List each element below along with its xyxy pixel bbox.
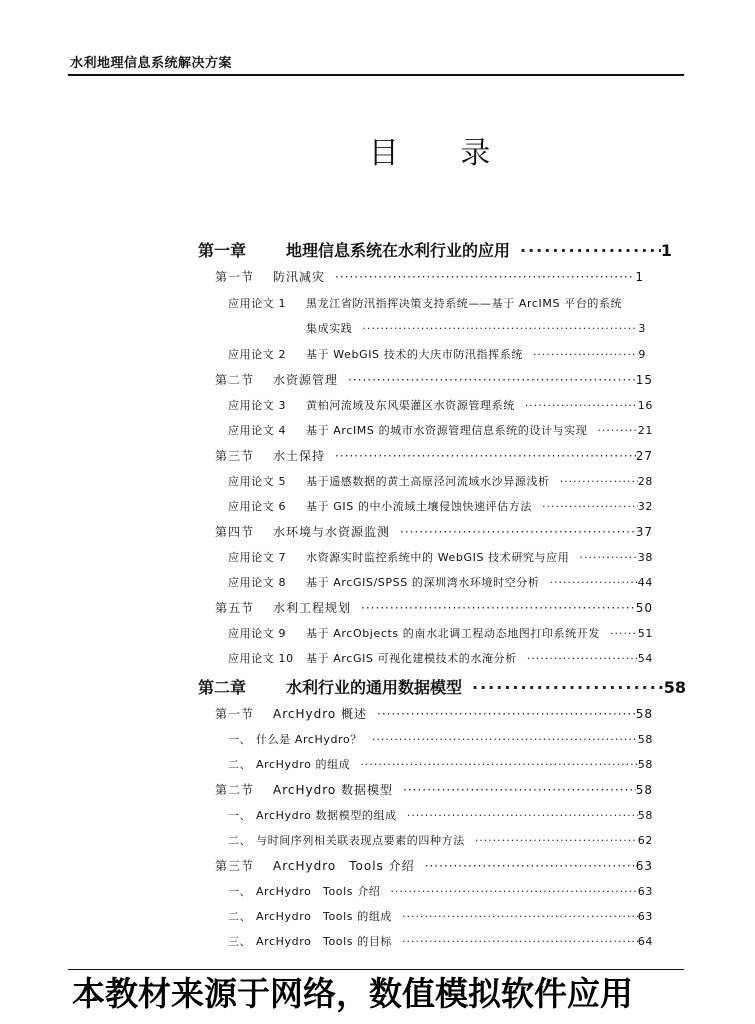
toc-leader-dots: [520, 241, 661, 260]
toc-page-number: 51: [637, 627, 653, 640]
toc-section-title: ArcHydro 数据模型: [273, 783, 394, 797]
toc-page-number: 28: [637, 475, 653, 488]
toc-paper-title: 基于 ArcGIS 可视化建模技术的水淹分析: [306, 652, 517, 665]
toc-section-label: 第二节: [215, 783, 255, 797]
page-title: 目 录: [368, 136, 517, 171]
toc-chapter-label: 第一章: [198, 241, 247, 260]
toc-subsection-entry[interactable]: [228, 883, 653, 899]
toc-section-entry[interactable]: [215, 705, 653, 722]
toc-paper-entry[interactable]: [228, 574, 653, 590]
toc-section-title: 水利工程规划: [273, 601, 352, 615]
toc-page-number: 58: [637, 758, 653, 771]
toc-leader-dots: [348, 373, 636, 387]
toc-paper-label: 应用论文 7: [228, 551, 287, 564]
toc-leader-dots: [425, 859, 636, 873]
toc-leader-dots: [390, 885, 637, 898]
toc-page-number: 50: [635, 601, 653, 615]
toc-paper-entry[interactable]: [228, 549, 653, 565]
toc-paper-title: 基于 ArcIMS 的城市水资源管理信息系统的设计与实现: [306, 424, 588, 437]
toc-chapter-title: 水利行业的通用数据模型: [286, 678, 463, 697]
toc-subsection-title: 什么是 ArcHydro？: [256, 733, 362, 746]
toc-paper-label: 应用论文 3: [228, 399, 287, 412]
toc-subsection-label: 一、: [228, 733, 252, 746]
toc-section-entry[interactable]: [215, 599, 653, 616]
toc-leader-dots: [362, 322, 638, 335]
toc-page-number: 62: [637, 834, 653, 847]
toc-page-number: 64: [637, 935, 653, 948]
toc-leader-dots: [560, 475, 638, 488]
toc-page-number: 32: [637, 500, 653, 513]
toc-paper-label: 应用论文 8: [228, 576, 287, 589]
toc-page-number: 37: [635, 525, 653, 539]
toc-leader-dots: [527, 652, 638, 665]
toc-chapter-entry[interactable]: [198, 675, 686, 698]
toc-subsection-title: ArcHydro 数据模型的组成: [256, 809, 397, 822]
toc-paper-label: 应用论文 5: [228, 475, 287, 488]
toc-section-title: ArcHydro 概述: [273, 707, 368, 721]
toc-subsection-title: ArcHydro Tools 介绍: [256, 885, 381, 898]
toc-leader-dots: [597, 424, 637, 437]
toc-leader-dots: [372, 733, 638, 746]
toc-leader-dots: [361, 601, 636, 615]
toc-page-number: 54: [637, 652, 653, 665]
toc-paper-title: 基于遥感数据的黄土高原泾河流域水沙异源浅析: [306, 475, 550, 488]
toc-page-number: 16: [637, 399, 653, 412]
toc-paper-entry[interactable]: [228, 422, 653, 438]
toc-paper-title: 黄柏河流域及东风渠灌区水资源管理系统: [306, 399, 515, 412]
toc-paper-entry[interactable]: [228, 625, 653, 641]
toc-subsection-entry[interactable]: [228, 731, 653, 747]
header-rule: [68, 74, 684, 76]
toc-page-number: 58: [637, 809, 653, 822]
toc-paper-entry[interactable]: [228, 346, 646, 362]
toc-subsection-label: 二、: [228, 834, 252, 847]
toc-paper-title: 基于 WebGIS 技术的大庆市防汛指挥系统: [306, 348, 523, 361]
toc-section-title: 水资源管理: [273, 373, 339, 387]
toc-section-label: 第一节: [215, 707, 255, 721]
toc-subsection-title: ArcHydro Tools 的组成: [256, 910, 393, 923]
toc-section-label: 第三节: [215, 449, 255, 463]
toc-section-title: ArcHydro Tools 介绍: [273, 859, 415, 873]
toc-leader-dots: [542, 500, 638, 513]
toc-page-number: 58: [637, 733, 653, 746]
toc-section-label: 第二节: [215, 373, 255, 387]
toc-paper-title: 基于 ArcGIS/SPSS 的深圳湾水环境时空分析: [306, 576, 540, 589]
toc-page-number: 3: [638, 322, 646, 335]
toc-leader-dots: [402, 935, 638, 948]
toc-subsection-entry[interactable]: [228, 832, 653, 848]
toc-section-title: 防汛减灾: [273, 270, 326, 284]
toc-page-number: 27: [635, 449, 653, 463]
toc-subsection-entry[interactable]: [228, 756, 653, 772]
toc-page-number: 9: [638, 348, 646, 361]
toc-page-number: 21: [637, 424, 653, 437]
toc-paper-label: 应用论文 6: [228, 500, 287, 513]
toc-subsection-title: ArcHydro 的组成: [256, 758, 351, 771]
toc-paper-entry[interactable]: [228, 397, 653, 413]
toc-section-label: 第一节: [215, 270, 255, 284]
toc-section-entry[interactable]: [215, 781, 653, 798]
toc-subsection-entry[interactable]: [228, 908, 653, 924]
toc-section-label: 第四节: [215, 525, 255, 539]
toc-paper-title: 水资源实时监控系统中的 WebGIS 技术研究与应用: [306, 551, 570, 564]
toc-page-number: 1: [660, 241, 672, 260]
toc-paper-entry[interactable]: [228, 295, 658, 311]
toc-page-number: 58: [635, 707, 653, 721]
toc-page-number: 1: [635, 270, 644, 284]
toc-subsection-entry[interactable]: [228, 933, 653, 949]
toc-page-number: 63: [637, 885, 653, 898]
toc-section-entry[interactable]: [215, 268, 644, 285]
toc-leader-dots: [335, 270, 635, 284]
running-header: 水利地理信息系统解决方案: [70, 56, 233, 71]
toc-subsection-entry[interactable]: [228, 807, 653, 823]
toc-leader-dots: [475, 834, 638, 847]
toc-paper-label: 应用论文 9: [228, 627, 287, 640]
toc-section-title: 水土保持: [273, 449, 326, 463]
toc-paper-title: 集成实践: [306, 322, 353, 335]
toc-page-number: 15: [635, 373, 653, 387]
toc-subsection-label: 二、: [228, 758, 252, 771]
toc-paper-entry[interactable]: [228, 650, 653, 666]
toc-paper-label: 应用论文 2: [228, 348, 287, 361]
toc-chapter-label: 第二章: [198, 678, 247, 697]
toc-subsection-label: 三、: [228, 935, 252, 948]
toc-leader-dots: [402, 910, 638, 923]
toc-subsection-label: 一、: [228, 885, 252, 898]
toc-leader-dots: [610, 627, 638, 640]
toc-leader-dots: [579, 551, 637, 564]
toc-paper-title: 基于 GIS 的中小流域土壤侵蚀快速评估方法: [306, 500, 532, 513]
toc-paper-label: 应用论文 10: [228, 652, 294, 665]
toc-section-entry[interactable]: [215, 857, 653, 874]
toc-paper-entry[interactable]: [228, 498, 653, 514]
toc-section-entry[interactable]: [215, 447, 653, 464]
toc-chapter-entry[interactable]: [198, 238, 672, 261]
toc-paper-title: 基于 ArcObjects 的南水北调工程动态地图打印系统开发: [306, 627, 601, 640]
watermark-banner: 本教材来源于网络，数值模拟软件应用: [72, 974, 633, 1013]
toc-leader-dots: [533, 348, 638, 361]
toc-page-number: 63: [637, 910, 653, 923]
toc-leader-dots: [525, 399, 638, 412]
toc-paper-entry[interactable]: [228, 473, 653, 489]
toc-subsection-label: 二、: [228, 910, 252, 923]
toc-section-title: 水环境与水资源监测: [273, 525, 391, 539]
toc-subsection-label: 一、: [228, 809, 252, 822]
toc-leader-dots: [549, 576, 637, 589]
toc-page-number: 58: [635, 783, 653, 797]
toc-subsection-title: ArcHydro Tools 的目标: [256, 935, 393, 948]
toc-chapter-title: 地理信息系统在水利行业的应用: [286, 241, 511, 260]
toc-leader-dots: [407, 809, 638, 822]
toc-leader-dots: [472, 678, 664, 697]
toc-leader-dots: [360, 758, 637, 771]
toc-leader-dots: [377, 707, 636, 721]
toc-subsection-title: 与时间序列相关联表现点要素的四种方法: [256, 834, 465, 847]
toc-page-number: 38: [637, 551, 653, 564]
toc-paper-label: 应用论文 1: [228, 297, 287, 310]
toc-section-label: 第五节: [215, 601, 255, 615]
toc-page-number: 44: [637, 576, 653, 589]
toc-page-number: 63: [635, 859, 653, 873]
toc-leader-dots: [335, 449, 636, 463]
toc-section-entry[interactable]: [215, 371, 653, 388]
toc-leader-dots: [400, 525, 636, 539]
toc-section-entry[interactable]: [215, 523, 653, 540]
toc-paper-entry-continued[interactable]: [306, 320, 646, 336]
toc-paper-title: 黑龙江省防汛指挥决策支持系统——基于 ArcIMS 平台的系统: [306, 297, 623, 310]
toc-leader-dots: [403, 783, 636, 797]
toc-page-number: 58: [663, 678, 686, 697]
toc-section-label: 第三节: [215, 859, 255, 873]
toc-paper-label: 应用论文 4: [228, 424, 287, 437]
